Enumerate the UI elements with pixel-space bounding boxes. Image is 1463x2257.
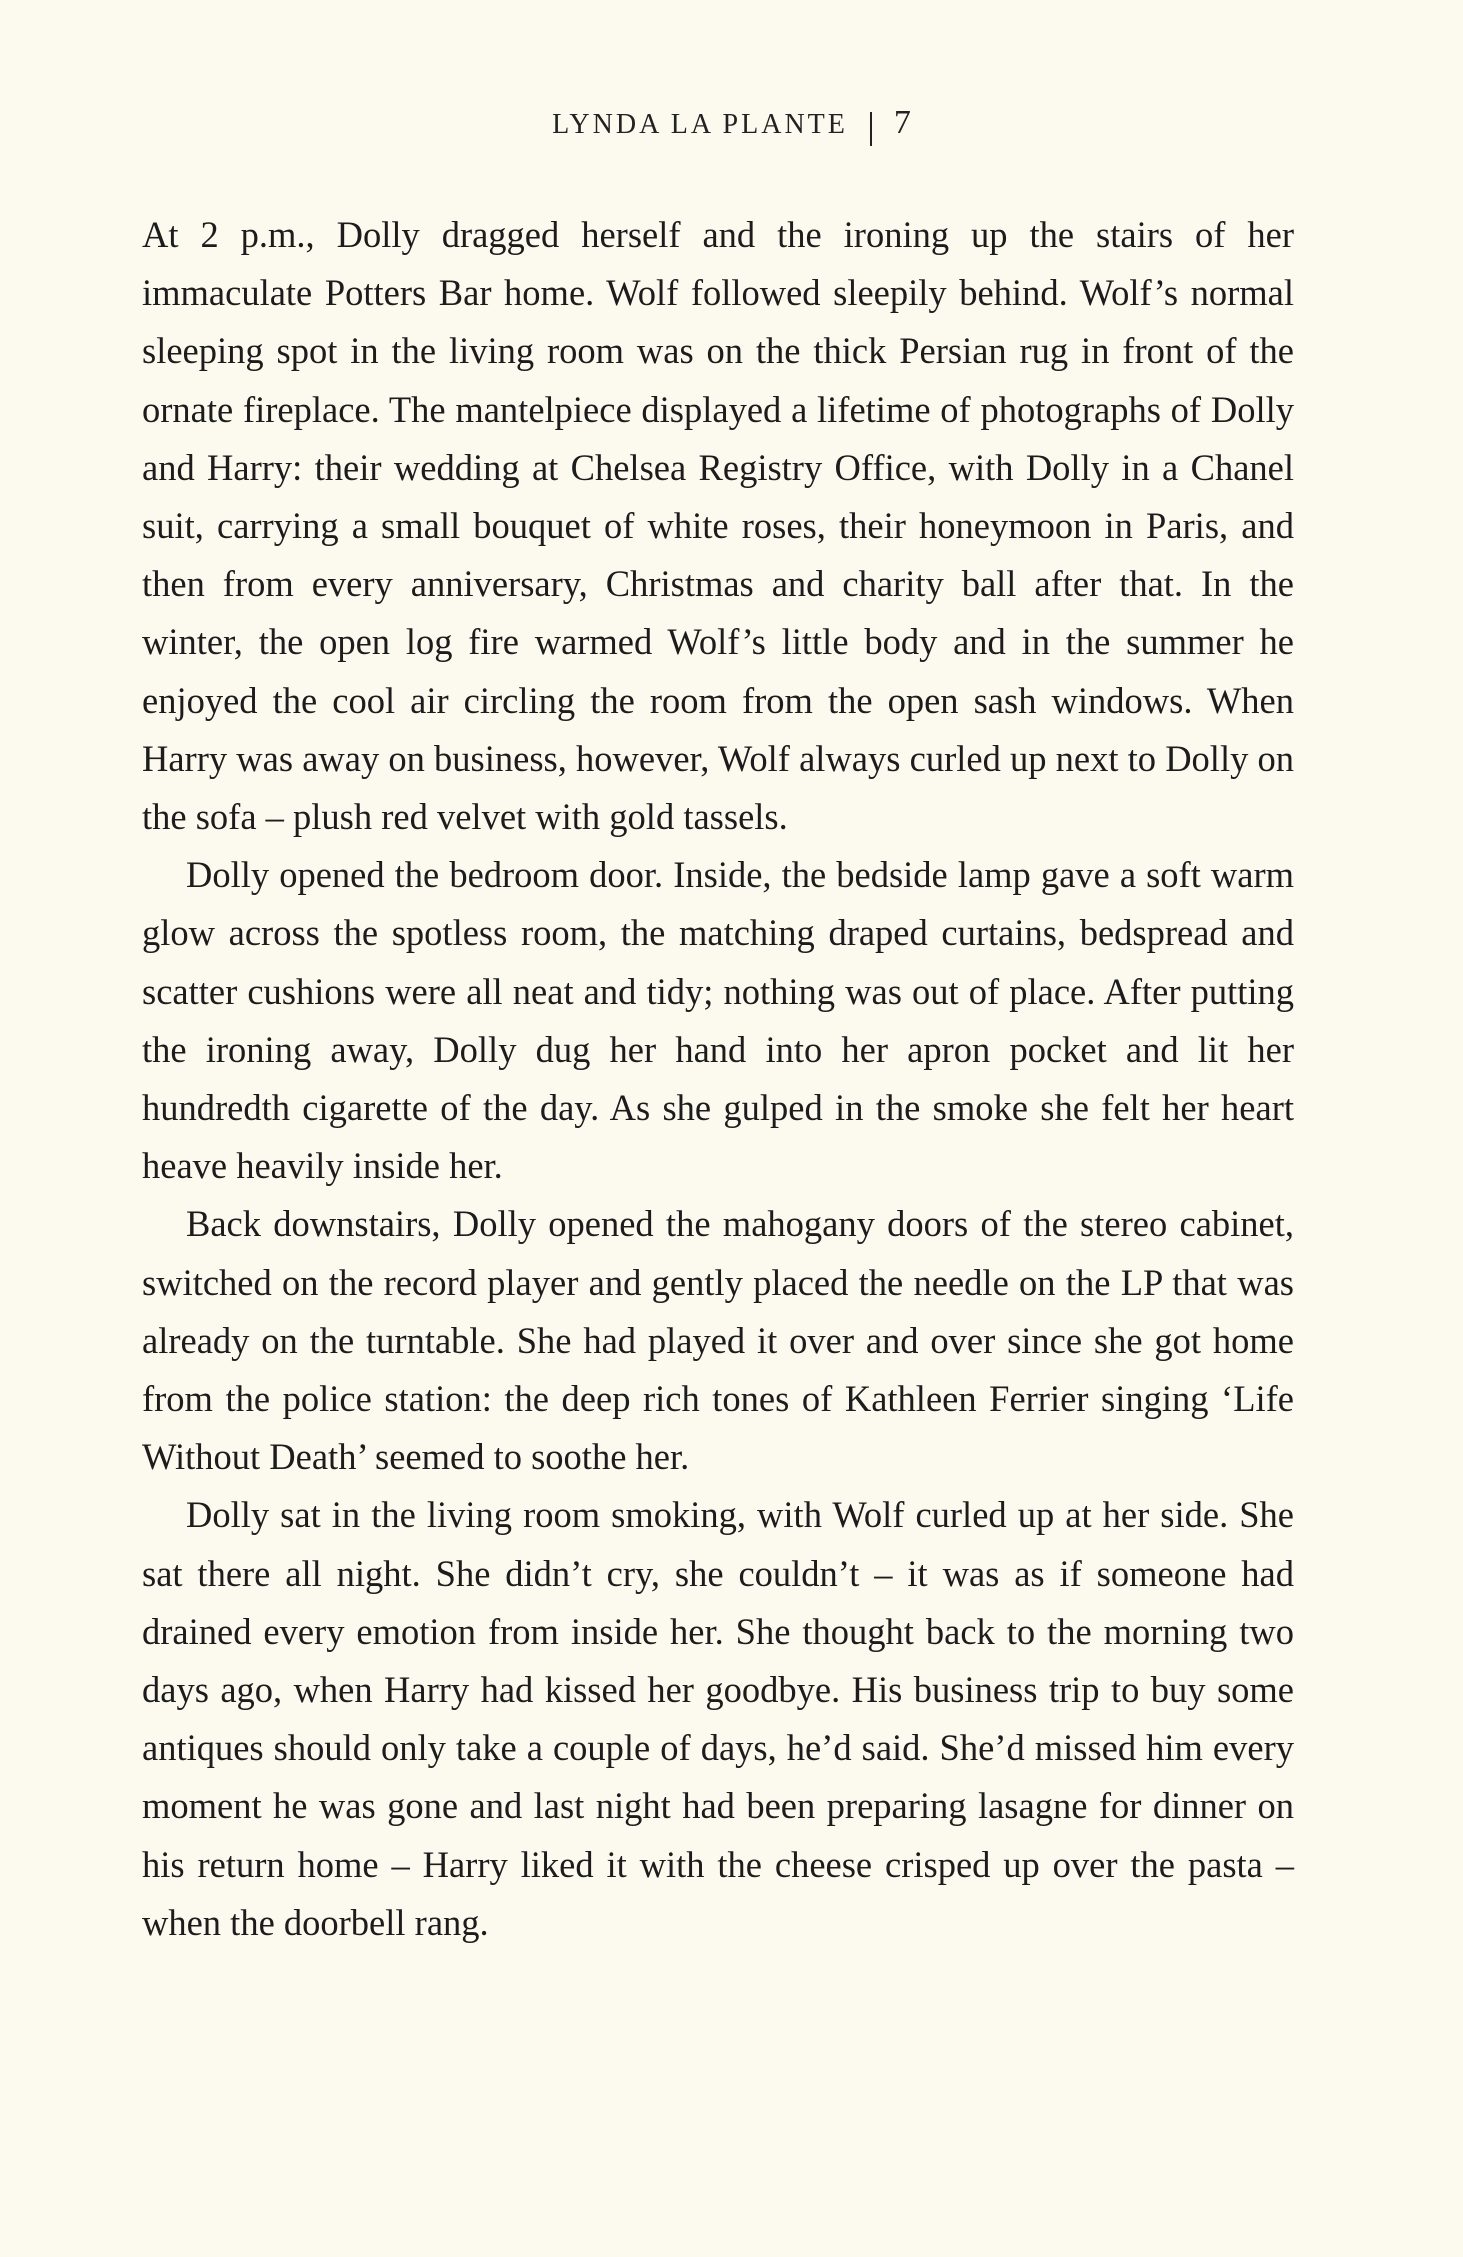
- paragraph-2: Dolly opened the bedroom door. Inside, the bedside lamp gave a soft warm glow across the spotless room, the matching draped curtains, bedspread and scatter cushions were all neat and tidy; nothing was out of place. After putting the ironing away, Dolly dug her hand into her apron pocket and lit her hundredth cigarette of the day. As she gulped in the smoke she felt her heart heave heavily inside her.: [142, 854, 1294, 1187]
- paragraph-3: Back downstairs, Dolly opened the mahogany doors of the stereo cabinet, switched on the record player and gently placed the needle on the LP that was already on the turntable. She had played it over and over since she got home from the police station: the deep rich tones of Kathleen Ferrier singing ‘Life Without Death’ seemed to soothe her.: [142, 1203, 1294, 1478]
- body-text: [142, 206, 1294, 1952]
- paragraph-1: At 2 p.m., Dolly dragged herself and the ironing up the stairs of her immaculate Potters Bar home. Wolf followed sleepily behind. Wolf’s normal sleeping spot in the living room was on the thick Persian rug in front of the ornate fireplace. The mantelpiece displayed a lifetime of photographs of Dolly and Harry: their wedding at Chelsea Registry Office, with Dolly in a Chanel suit, carrying a small bouquet of white roses, their honeymoon in Paris, and then from every anniversary, Christmas and charity ball after that. In the winter, the open log fire warmed Wolf’s little body and in the summer he enjoyed the cool air circling the room from the open sash windows. When Harry was away on business, however, Wolf always curled up next to Dolly on the sofa – plush red velvet with gold tassels.: [142, 214, 1294, 838]
- paragraph-4: Dolly sat in the living room smoking, with Wolf curled up at her side. She sat there all night. She didn’t cry, she couldn’t – it was as if someone had drained every emotion from inside her. She thought back to the morning two days ago, when Harry had kissed her goodbye. His business trip to buy some antiques should only take a couple of days, he’d said. She’d missed him every moment he was gone and last night had been preparing lasagne for dinner on his return home – Harry liked it with the cheese crisped up over the pasta – when the doorbell rang.: [142, 1494, 1294, 1943]
- running-header-author: LYNDA LA PLANTE: [552, 109, 848, 140]
- header-divider: [870, 112, 872, 146]
- running-header: [0, 104, 1463, 146]
- page-number: 7: [893, 104, 911, 141]
